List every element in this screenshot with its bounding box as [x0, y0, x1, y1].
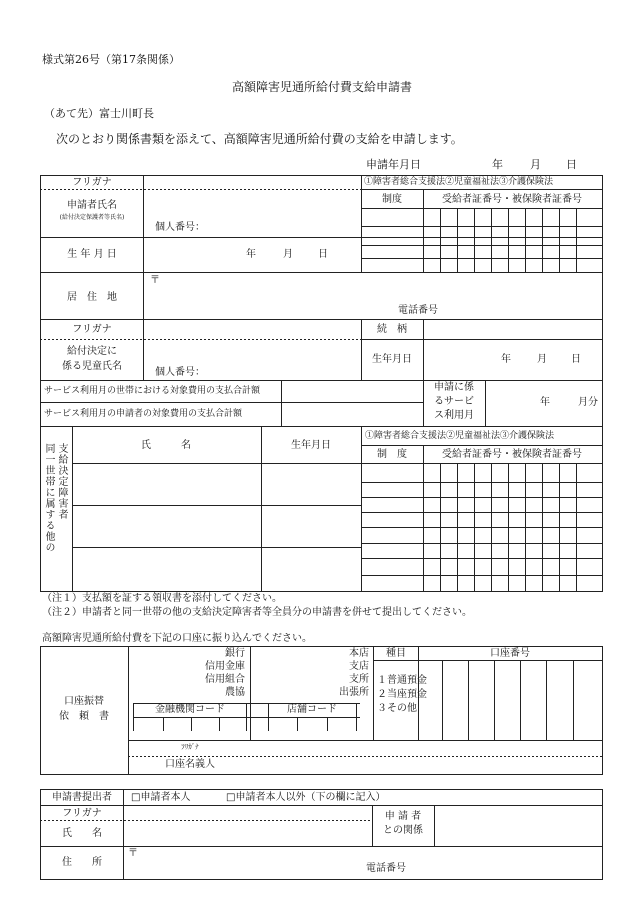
submitter-furigana-label: フリガナ [62, 808, 102, 819]
child-relation-label: 続 柄 [377, 324, 407, 335]
applicant-phone-label: 電話番号 [398, 305, 438, 316]
submitter-option-self[interactable]: □申請者本人 [131, 792, 191, 803]
child-personal-number-label: 個人番号： [155, 367, 205, 378]
bank-label-1: 口座振替 [64, 696, 104, 707]
addressee: （あて先）富士川町長 [44, 107, 154, 120]
household-name-header: 氏 名 [141, 440, 191, 451]
branch-type-branch: 支店 [349, 661, 369, 672]
application-date-label: 申請年月日 [366, 158, 421, 171]
service-month-label-3: ス利用月 [434, 410, 474, 421]
account-number-label: 口座番号 [490, 648, 530, 659]
note-1: （注１）支払額を証する領収書を添付してください。 [42, 593, 282, 604]
bank-label-2: 依 頼 書 [59, 711, 109, 722]
account-kind-2: ２当座預金 [377, 689, 427, 700]
account-kind-label: 種目 [386, 648, 406, 659]
submitter-option-other[interactable]: □申請者本人以外（下の欄に記入） [226, 792, 386, 803]
branch-type-sub: 支所 [349, 674, 369, 685]
applicant-furigana-label: フリガナ [72, 177, 112, 188]
account-kind-3: ３その他 [377, 703, 417, 714]
submitter-name-label: 氏 名 [62, 828, 102, 839]
bank-type-bank: 銀行 [225, 648, 245, 659]
account-kind-1: １普通預金 [377, 675, 427, 686]
branch-type-main: 本店 [349, 648, 369, 659]
form-title: 高額障害児通所給付費支給申請書 [231, 80, 413, 94]
household-cert-label: 受給者証番号・被保険者証番号 [442, 449, 582, 460]
service-month-label-1: 申請に係 [434, 382, 474, 393]
branch-code-label: 店舗コード [287, 704, 337, 715]
holder-furigana-label: ﾌﾘｶﾞﾅ [181, 743, 199, 751]
child-dob-day: 日 [571, 354, 581, 365]
household-total-label: サービス利用月の世帯における対象費用の支払合計額 [44, 386, 261, 396]
applicant-total-label: サービス利用月の申請者の対象費用の支払合計額 [44, 409, 243, 419]
household-dob-header: 生年月日 [291, 440, 331, 451]
submitter-relation-label-2: との関係 [383, 825, 423, 836]
form-number: 様式第26号（第17条関係） [42, 53, 180, 66]
submitter-relation-label-1: 申 請 者 [384, 811, 422, 822]
note-2: （注２）申請者と同一世帯の他の支給決定障害者等全員分の申請書を併せて提出してください。 [42, 607, 472, 618]
applicant-system-label: 制度 [382, 194, 402, 205]
applicant-laws: ①障害者総合支援法②児童福祉法③介護保険法 [364, 177, 554, 187]
household-system-label: 制 度 [377, 449, 407, 460]
applicant-dob-year: 年 [246, 249, 256, 260]
submitter-phone-label: 電話番号 [366, 863, 406, 874]
child-dob-year: 年 [501, 354, 511, 365]
date-day: 日 [566, 158, 577, 171]
submitter-address-label: 住 所 [62, 857, 102, 868]
child-name-label-2: 係る児童氏名 [62, 361, 122, 372]
applicant-dob-month: 月 [283, 249, 293, 260]
institution-code-label: 金融機関コード [155, 704, 225, 715]
child-name-label-1: 給付決定に [67, 346, 117, 357]
submitter-postal-mark: 〒 [128, 848, 138, 859]
child-furigana-label: フリガナ [72, 324, 112, 335]
bank-type-shinkin: 信用金庫 [205, 661, 245, 672]
applicant-cert-label: 受給者証番号・被保険者証番号 [442, 194, 582, 205]
service-month-unit: 月分 [578, 397, 598, 408]
bank-type-nokyo: 農協 [225, 687, 245, 698]
applicant-dob-day: 日 [318, 249, 328, 260]
household-side-label-2: 支給決定障害者 [56, 443, 67, 520]
applicant-personal-number-label: 個人番号： [155, 222, 205, 233]
service-year: 年 [540, 397, 550, 408]
household-laws: ①障害者総合支援法②児童福祉法③介護保険法 [365, 431, 555, 441]
date-year: 年 [492, 158, 503, 171]
applicant-name-sublabel: (給付決定保護者等氏名) [59, 214, 125, 221]
applicant-address-label: 居 住 地 [67, 292, 117, 303]
household-side-label-1: 同一世帯に属する他の [43, 443, 54, 553]
intro-text: 次のとおり関係書類を添えて、高額障害児通所給付費の支給を申請します。 [56, 132, 463, 146]
date-month: 月 [530, 158, 541, 171]
bank-intro: 高額障害児通所給付費を下記の口座に振り込んでください。 [42, 633, 312, 644]
submitter-label: 申請書提出者 [52, 792, 112, 803]
branch-type-office: 出張所 [339, 687, 369, 698]
applicant-name-label: 申請者氏名 [67, 200, 117, 211]
bank-type-kumiai: 信用組合 [205, 674, 245, 685]
holder-label: 口座名義人 [165, 759, 215, 770]
child-dob-month: 月 [537, 354, 547, 365]
applicant-postal-mark: 〒 [150, 275, 160, 286]
service-month-label-2: るサービ [434, 396, 474, 407]
child-dob-label: 生年月日 [372, 354, 412, 365]
applicant-dob-label: 生 年 月 日 [67, 249, 117, 260]
